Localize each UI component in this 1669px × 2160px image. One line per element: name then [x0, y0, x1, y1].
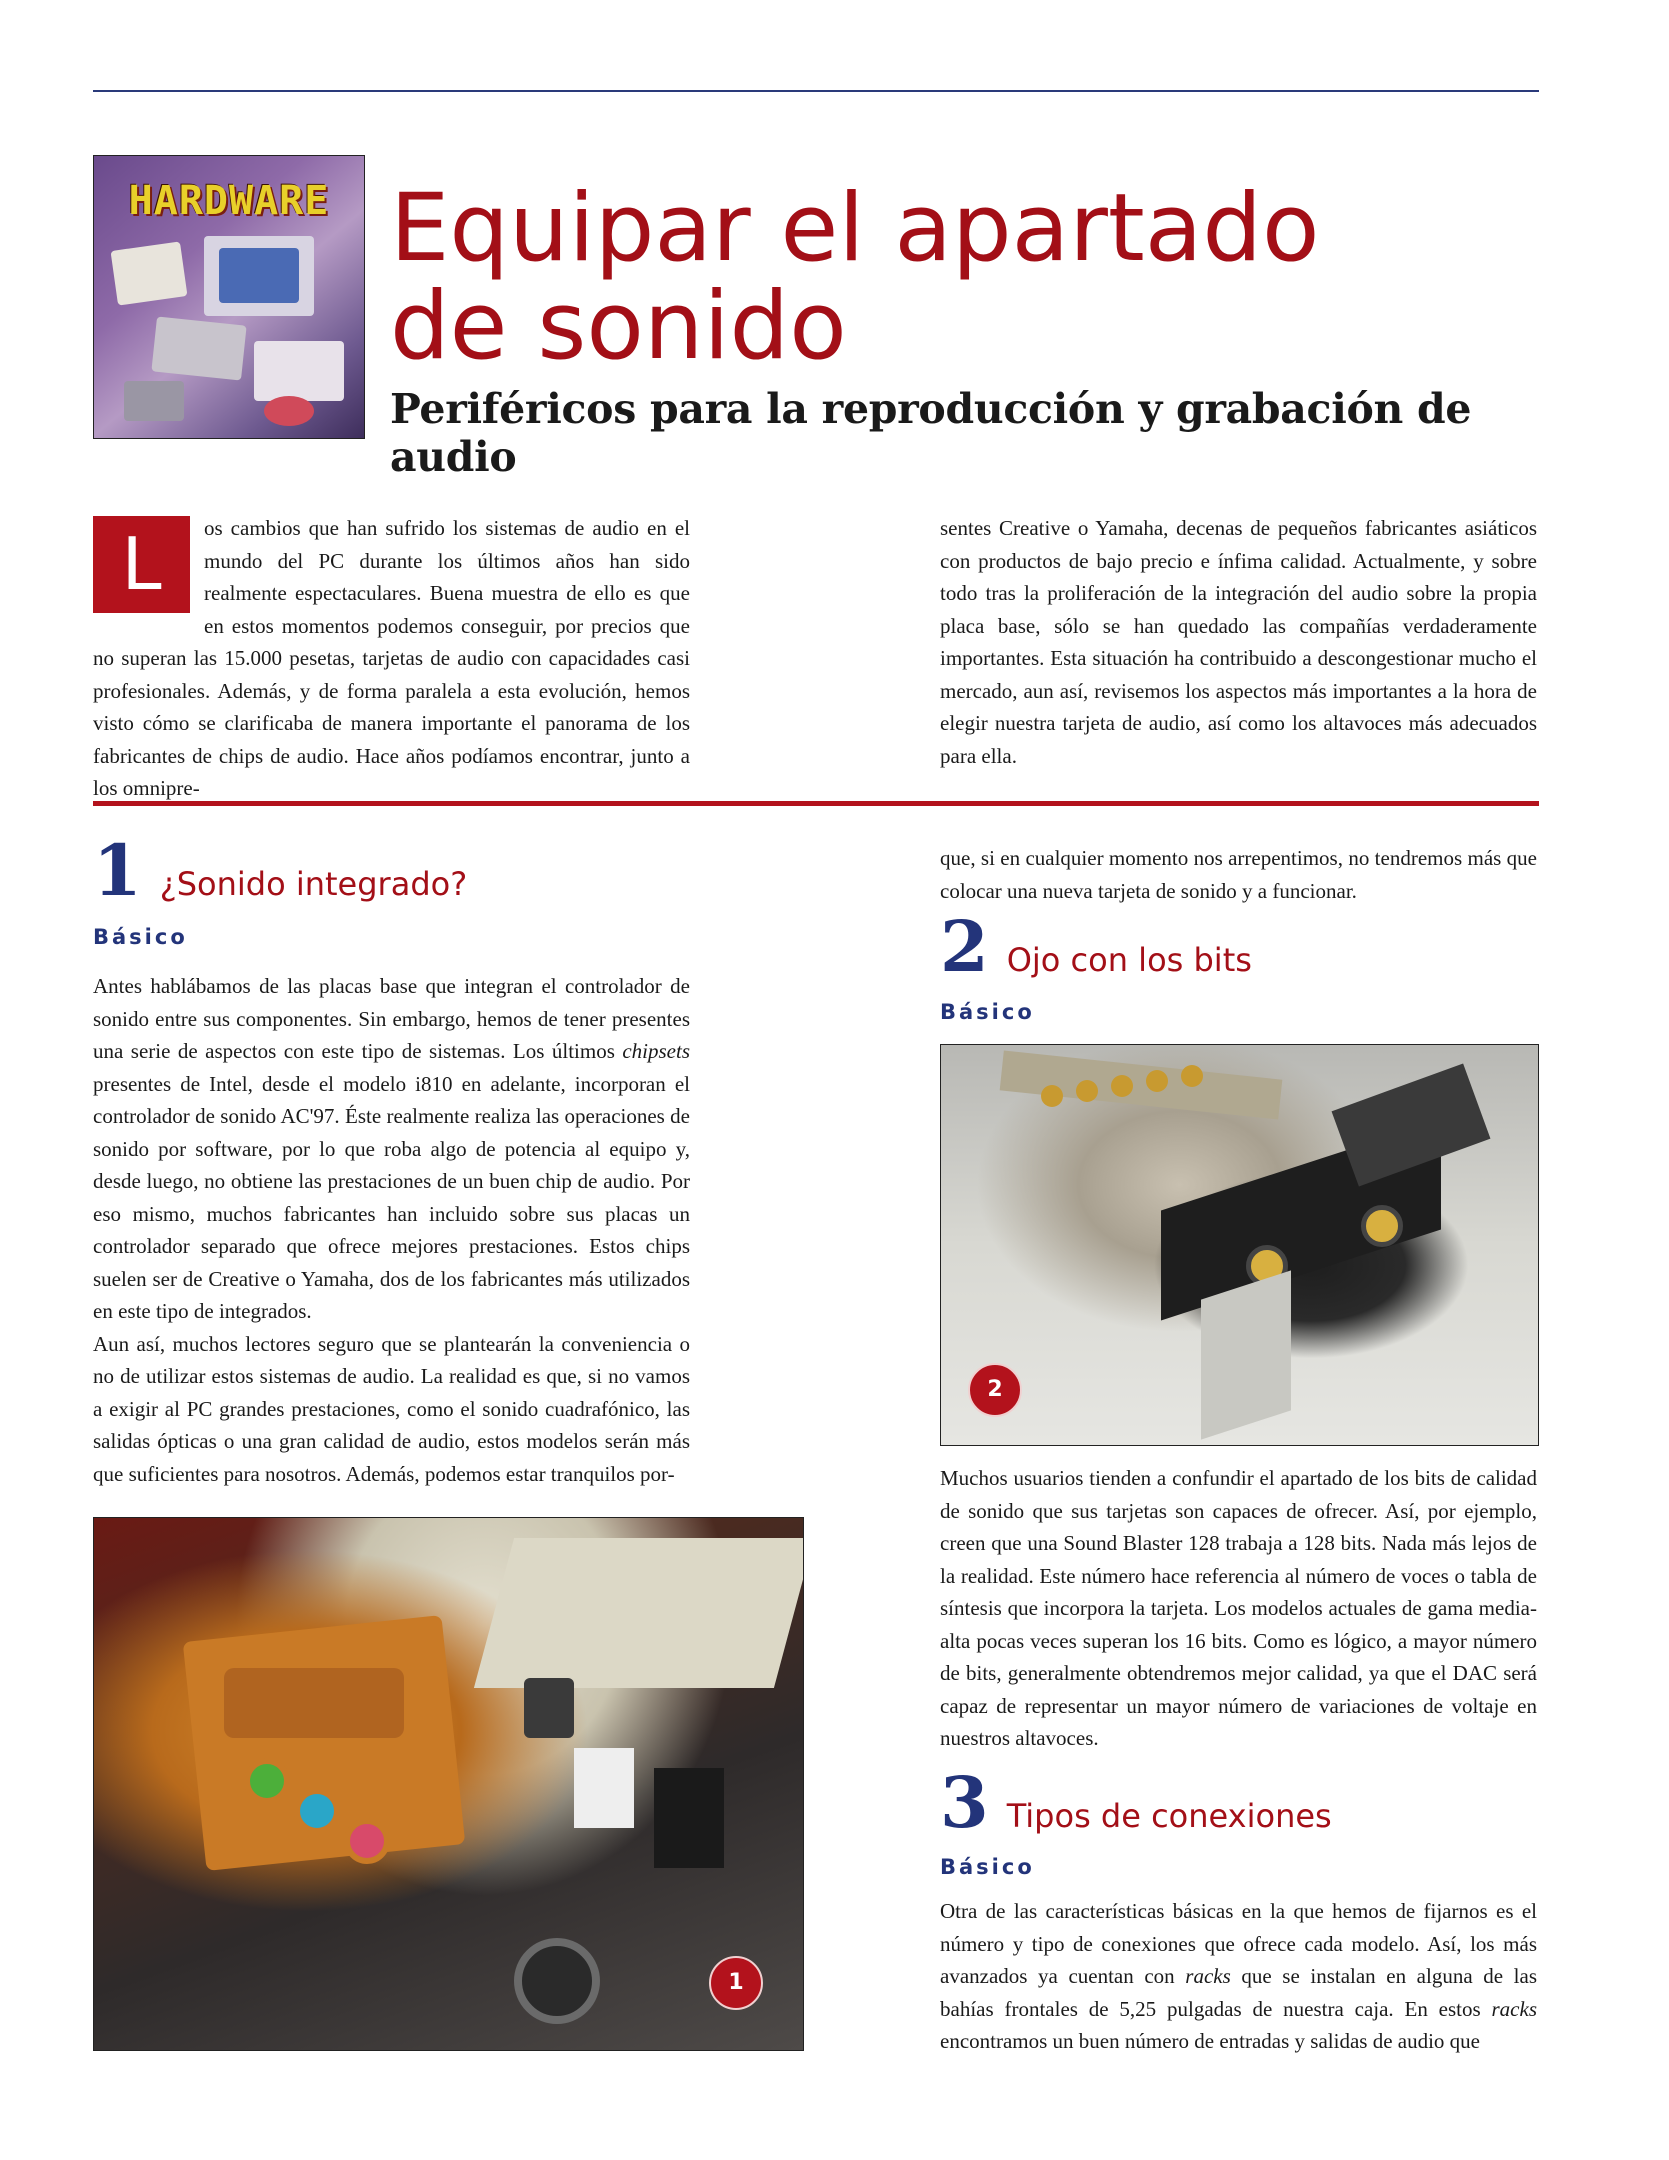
- section-2-body: [940, 1462, 1537, 1755]
- racks-term-2: racks: [1491, 1996, 1537, 2021]
- section-3-level: Básico: [940, 1855, 1035, 1879]
- intro-right-column: [940, 512, 1537, 772]
- section-3-number: 3: [940, 1761, 989, 1844]
- section-1-body: [93, 970, 690, 1490]
- section-3-text: Otra de las características básicas en la que hemos de fijarnos es el número y tipo de conexiones que ofrece cada modelo. Así, los más avanzados ya cuentan con racks que se instalan en alguna de las bahías frontales de 5,25 pulgadas de nuestra caja. En estos racks encontramos un buen número de entradas y salidas de audio que: [940, 1899, 1537, 2053]
- intro-right-text: sentes Creative o Yamaha, decenas de pequeños fabricantes asiáticos con productos de bajo precio e ínfima calidad. Actualmente, y sobre todo tras la proliferación de la integración del audio sobre la propia placa base, sólo se han quedado las compañías verdaderamente importantes. Esta situación ha contribuido a descongestionar mucho el mercado, aun así, revisemos los aspectos más importantes a la hora de elegir nuestra tarjeta de audio, así como los altavoces más adecuados para ella.: [940, 516, 1537, 768]
- section-2-number: 2: [940, 905, 989, 988]
- intro-left-column: [93, 512, 690, 805]
- photo-2-badge: 2: [968, 1363, 1022, 1417]
- section-1-paragraph-1: Antes hablábamos de las placas base que integran el controlador de sonido entre sus componentes. Sin embargo, hemos de tener presentes una serie de aspectos con este tipo de sistemas. Los últimos chipsets presentes de Intel, desde el modelo i810 en adelante, incorporan el controlador de sonido AC'97. Éste realmente realiza las operaciones de sonido por software, por lo que roba algo de potencia al equipo y, desde luego, no obtiene las prestaciones de un buen chip de audio. Por eso mismo, muchos fabricantes han incluido sobre sus placas un controlador separado que ofrece mejores prestaciones. Estos chips suelen ser de Creative o Yamaha, dos de los fabricantes más utilizados en este tipo de integrados.: [93, 974, 690, 1323]
- section-1-title: ¿Sonido integrado?: [159, 865, 468, 903]
- section-3-body: [940, 1895, 1537, 2058]
- section-2-heading: [940, 905, 1252, 988]
- title-line-2: de sonido: [390, 272, 847, 381]
- section-divider: [93, 801, 1539, 806]
- section-1-number: 1: [93, 829, 142, 912]
- section-1-heading: [93, 829, 468, 912]
- section-2-level: Básico: [940, 1000, 1035, 1024]
- section-1-continuation: [940, 842, 1537, 907]
- top-rule: [93, 90, 1539, 92]
- sound-card-photo: [940, 1044, 1539, 1446]
- chipsets-term: chipsets: [622, 1039, 690, 1063]
- hardware-section-logo: [93, 155, 365, 439]
- section-1-continuation-text: que, si en cualquier momento nos arrepentimos, no tendremos más que colocar una nueva tarjeta de sonido y a funcionar.: [940, 846, 1537, 903]
- intro-left-text: os cambios que han sufrido los sistemas de audio en el mundo del PC durante los últimos años han sido realmente espectaculares. Buena muestra de ello es que en estos momentos podemos conseguir, por precios que no superan las 15.000 pesetas, tarjetas de audio con capacidades casi profesionales. Además, y de forma paralela a esta evolución, hemos visto cómo se clarificaba de manera importante el panorama de los fabricantes de chips de audio. Hace años podíamos encontrar, junto a los omnipre-: [93, 516, 690, 800]
- logo-text: HARDWARE: [128, 178, 330, 224]
- section-2-text: Muchos usuarios tienden a confundir el apartado de los bits de calidad de sonido que sus tarjetas son capaces de ofrecer. Así, por ejemplo, creen que una Sound Blaster 128 trabaja a 128 bits. Nada más lejos de la realidad. Este número hace referencia al número de voces o tabla de síntesis que incorpora la tarjeta. Los modelos actuales de gama media-alta pocas veces superan los 16 bits. Como es lógico, a mayor número de bits, generalmente obtendremos mejor calidad, ya que el DAC será capaz de representar un mayor número de variaciones de voltaje en nuestros altavoces.: [940, 1466, 1537, 1750]
- page-title: [390, 174, 1490, 381]
- motherboard-audio-connector-photo: [93, 1517, 804, 2051]
- drop-cap: L: [93, 516, 190, 613]
- racks-term-1: racks: [1185, 1964, 1231, 1988]
- section-1-paragraph-2: Aun así, muchos lectores seguro que se plantearán la conveniencia o no de utilizar estos sistemas de audio. La realidad es que, si no vamos a exigir al PC grandes prestaciones, como el sonido cuadrafónico, las salidas ópticas o una gran calidad de audio, estos modelos serán más que suficientes para nosotros. Además, podemos estar tranquilos por-: [93, 1331, 690, 1486]
- title-line-1: Equipar el apartado: [390, 174, 1320, 283]
- section-2-title: Ojo con los bits: [1006, 941, 1252, 979]
- photo-1-badge: 1: [709, 1956, 763, 2010]
- section-3-heading: [940, 1761, 1332, 1844]
- page-subtitle: Periféricos para la reproducción y grabación de audio: [390, 385, 1472, 481]
- section-3-title: Tipos de conexiones: [1006, 1797, 1332, 1835]
- section-1-level: Básico: [93, 925, 188, 949]
